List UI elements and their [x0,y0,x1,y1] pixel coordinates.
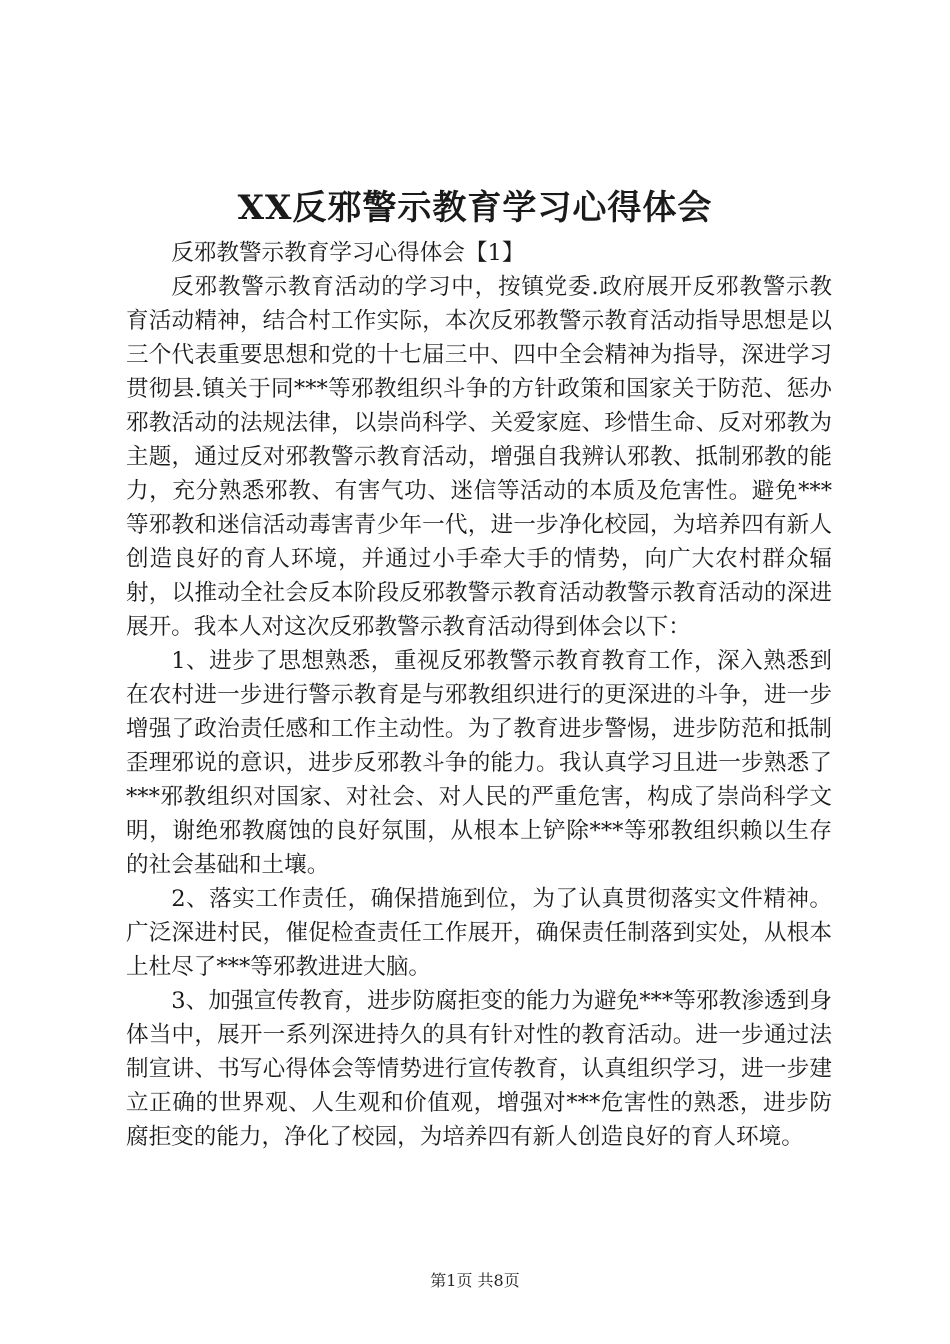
document-body [126,236,832,1154]
paragraph-point-1: 1、进步了思想熟悉，重视反邪教警示教育教育工作，深入熟悉到在农村进一步进行警示教育是与邪教组织进行的更深进的斗争，进一步增强了政治责任感和工作主动性。为了教育进步警惕，进步防范和抵制歪理邪说的意识，进步反邪教斗争的能力。我认真学习且进一步熟悉了***邪教组织对国家、对社会、对人民的严重危害，构成了崇尚科学文明，谢绝邪教腐蚀的良好氛围，从根本上铲除***等邪教组织赖以生存的社会基础和土壤。 [126,648,832,878]
page-number-footer: 第1页 共8页 [430,1271,520,1290]
paragraph-point-3: 3、加强宣传教育，进步防腐拒变的能力为避免***等邪教渗透到身体当中，展开一系列深进持久的具有针对性的教育活动。进一步通过法制宣讲、书写心得体会等情势进行宣传教育，认真组织学习，进一步建立正确的世界观、人生观和价值观，增强对***危害性的熟悉，进步防腐拒变的能力，净化了校园，为培养四有新人创造良好的育人环境。 [126,988,832,1150]
document-subtitle: 反邪教警示教育学习心得体会【1】 [171,240,525,266]
document-title: XX反邪警示教育学习心得体会 [237,188,713,228]
paragraph-point-2: 2、落实工作责任，确保措施到位，为了认真贯彻落实文件精神。广泛深进村民，催促检查责任工作展开，确保责任制落到实处，从根本上杜尽了***等邪教进进大脑。 [126,886,832,980]
paragraph-intro: 反邪教警示教育活动的学习中，按镇党委.政府展开反邪教警示教育活动精神，结合村工作实际，本次反邪教警示教育活动指导思想是以三个代表重要思想和党的十七届三中、四中全会精神为指导，深进学习贯彻县.镇关于同***等邪教组织斗争的方针政策和国家关于防范、惩办邪教活动的法规法律，以崇尚科学、关爱家庭、珍惜生命、反对邪教为主题，通过反对邪教警示教育活动，增强自我辨认邪教、抵制邪教的能力，充分熟悉邪教、有害气功、迷信等活动的本质及危害性。避免***等邪教和迷信活动毒害青少年一代，进一步净化校园，为培养四有新人创造良好的育人环境，并通过小手牵大手的情势，向广大农村群众辐射，以推动全社会反本阶段反邪教警示教育活动教警示教育活动的深进展开。我本人对这次反邪教警示教育活动得到体会以下： [126,274,832,640]
